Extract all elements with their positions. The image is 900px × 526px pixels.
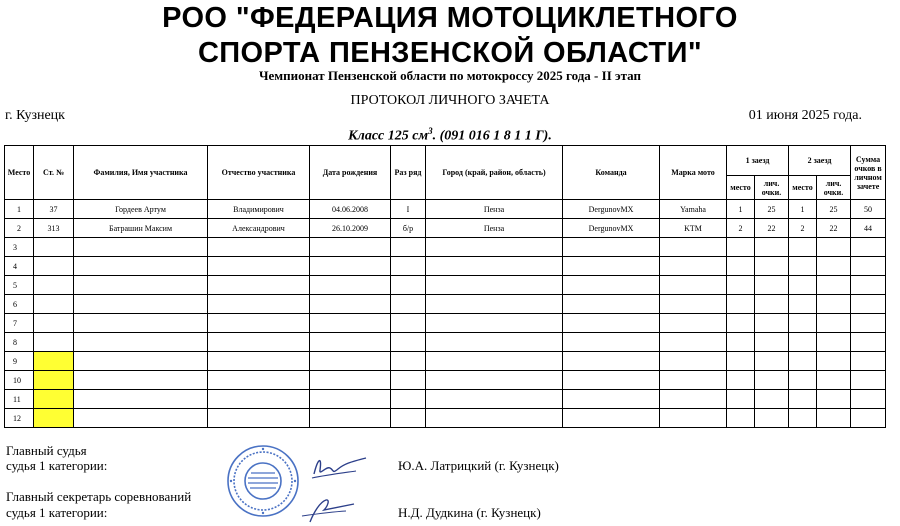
cell-rank (391, 352, 426, 371)
cell-birth-date (310, 257, 391, 276)
cell-name (74, 409, 208, 428)
cell-city (426, 333, 563, 352)
cell-team (563, 257, 660, 276)
championship-title: Чемпионат Пензенской области по мотокроссу 2025 года - II этап (258, 68, 641, 83)
cell-start-no (34, 276, 74, 295)
cell-rank (391, 333, 426, 352)
cell-race1-place (727, 314, 755, 333)
cell-total: 44 (851, 219, 886, 238)
cell-team (563, 333, 660, 352)
cell-race2-place (789, 314, 817, 333)
table-row (5, 333, 886, 352)
cell-name (74, 352, 208, 371)
cell-race1-place (727, 238, 755, 257)
cell-rank: I (391, 200, 426, 219)
cell-team (563, 295, 660, 314)
cell-rank (391, 238, 426, 257)
cell-race2-place (789, 352, 817, 371)
cell-moto (660, 238, 727, 257)
cell-race2-points (817, 276, 851, 295)
cell-patronymic (208, 333, 310, 352)
cell-city (426, 409, 563, 428)
cell-moto (660, 314, 727, 333)
cell-race1-points: 25 (755, 200, 789, 219)
cell-total (851, 371, 886, 390)
cell-name: Батрашин Максим (74, 219, 208, 238)
cell-birth-date (310, 409, 391, 428)
cell-birth-date (310, 276, 391, 295)
header-total: Сумма очков в личном зачете (851, 146, 886, 200)
table-row (5, 409, 886, 428)
cell-city: Пенза (426, 219, 563, 238)
results-table (4, 145, 886, 428)
class-prefix: Класс 125 см (348, 128, 429, 144)
cell-city (426, 295, 563, 314)
judge-category: судья 1 категории: (6, 458, 108, 473)
cell-start-no (34, 390, 74, 409)
cell-start-no (34, 352, 74, 371)
cell-moto (660, 352, 727, 371)
cell-moto (660, 390, 727, 409)
cell-patronymic (208, 257, 310, 276)
cell-birth-date (310, 333, 391, 352)
cell-race1-place (727, 333, 755, 352)
cell-total (851, 295, 886, 314)
cell-total (851, 257, 886, 276)
cell-start-no (34, 314, 74, 333)
judge-title: Главный судья (6, 443, 87, 458)
cell-patronymic (208, 295, 310, 314)
cell-race2-place: 1 (789, 200, 817, 219)
cell-rank (391, 371, 426, 390)
cell-rank (391, 314, 426, 333)
header-race1: 1 заезд (727, 146, 789, 176)
cell-birth-date (310, 390, 391, 409)
cell-city (426, 276, 563, 295)
cell-race2-points (817, 238, 851, 257)
table-row (5, 200, 886, 219)
class-title (0, 126, 900, 145)
cell-race2-points (817, 371, 851, 390)
table-row (5, 238, 886, 257)
cell-rank (391, 276, 426, 295)
cell-name (74, 295, 208, 314)
cell-race2-place (789, 333, 817, 352)
cell-race1-place (727, 409, 755, 428)
cell-race2-place (789, 257, 817, 276)
cell-moto (660, 333, 727, 352)
cell-place: 4 (5, 257, 34, 276)
cell-race2-points (817, 295, 851, 314)
cell-race2-place (789, 390, 817, 409)
event-date: 01 июня 2025 года. (748, 108, 862, 123)
cell-rank (391, 409, 426, 428)
cell-city (426, 314, 563, 333)
cell-team: DergunovMX (563, 219, 660, 238)
table-row (5, 352, 886, 371)
cell-race2-place: 2 (789, 219, 817, 238)
secretary-title: Главный секретарь соревнований (6, 489, 192, 504)
cell-race1-points (755, 390, 789, 409)
cell-patronymic (208, 409, 310, 428)
cell-start-no (34, 409, 74, 428)
cell-birth-date: 04.06.2008 (310, 200, 391, 219)
cell-race1-points (755, 314, 789, 333)
cell-moto (660, 295, 727, 314)
cell-total (851, 314, 886, 333)
cell-moto: Yamaha (660, 200, 727, 219)
cell-place: 11 (5, 390, 34, 409)
cell-race2-place (789, 295, 817, 314)
header-name: Фамилия, Имя участника (74, 146, 208, 200)
cell-place: 6 (5, 295, 34, 314)
cell-team (563, 314, 660, 333)
cell-patronymic: Владимирович (208, 200, 310, 219)
cell-patronymic (208, 276, 310, 295)
cell-rank: б/р (391, 219, 426, 238)
table-row (5, 390, 886, 409)
cell-race2-points (817, 409, 851, 428)
cell-start-no: 313 (34, 219, 74, 238)
cell-place: 1 (5, 200, 34, 219)
cell-birth-date (310, 295, 391, 314)
cell-start-no (34, 371, 74, 390)
cell-race1-place: 2 (727, 219, 755, 238)
class-suffix: . (091 016 1 8 1 1 Г). (432, 128, 552, 144)
cell-start-no (34, 257, 74, 276)
cell-race1-place (727, 276, 755, 295)
round-seal-stamp-icon (226, 444, 300, 518)
header-team: Команда (563, 146, 660, 200)
cell-race1-points (755, 352, 789, 371)
cell-patronymic (208, 352, 310, 371)
cell-name (74, 390, 208, 409)
cell-patronymic (208, 314, 310, 333)
cell-moto (660, 371, 727, 390)
handwritten-signature-1-icon (308, 452, 370, 482)
table-row (5, 276, 886, 295)
cell-team: DergunovMX (563, 200, 660, 219)
cell-total (851, 333, 886, 352)
header-race2: 2 заезд (789, 146, 851, 176)
secretary-category: судья 1 категории: (6, 505, 108, 520)
cell-race1-place (727, 352, 755, 371)
cell-race1-place (727, 295, 755, 314)
cell-city (426, 390, 563, 409)
cell-name (74, 314, 208, 333)
cell-rank (391, 257, 426, 276)
cell-moto (660, 409, 727, 428)
header-city: Город (край, район, область) (426, 146, 563, 200)
cell-patronymic (208, 390, 310, 409)
header-race1-points: лич. очки. (755, 176, 789, 200)
protocol-title: ПРОТОКОЛ ЛИЧНОГО ЗАЧЕТА (350, 93, 550, 108)
cell-race1-points (755, 276, 789, 295)
cell-total (851, 352, 886, 371)
cell-race2-points (817, 333, 851, 352)
header-race2-points: лич. очки. (817, 176, 851, 200)
cell-total (851, 390, 886, 409)
cell-place: 5 (5, 276, 34, 295)
header-race2-place: место (789, 176, 817, 200)
cell-race2-points: 25 (817, 200, 851, 219)
cell-place: 9 (5, 352, 34, 371)
cell-race1-place (727, 371, 755, 390)
cell-race1-points (755, 333, 789, 352)
cell-place: 12 (5, 409, 34, 428)
header-race1-place: место (727, 176, 755, 200)
cell-place: 7 (5, 314, 34, 333)
cell-race2-place (789, 276, 817, 295)
header-start-no: Ст. № (34, 146, 74, 200)
cell-race1-points (755, 238, 789, 257)
org-title-line1: РОО "ФЕДЕРАЦИЯ МОТОЦИКЛЕТНОГО (162, 2, 738, 34)
cell-team (563, 352, 660, 371)
cell-city (426, 352, 563, 371)
cell-team (563, 390, 660, 409)
cell-total (851, 238, 886, 257)
cell-city (426, 371, 563, 390)
secretary-name: Н.Д. Дудкина (г. Кузнецк) (398, 505, 541, 520)
cell-birth-date: 26.10.2009 (310, 219, 391, 238)
cell-birth-date (310, 238, 391, 257)
header-moto: Марка мото (660, 146, 727, 200)
cell-city (426, 257, 563, 276)
cell-team (563, 276, 660, 295)
cell-birth-date (310, 352, 391, 371)
cell-place: 3 (5, 238, 34, 257)
cell-rank (391, 295, 426, 314)
cell-race2-points (817, 390, 851, 409)
cell-total (851, 409, 886, 428)
cell-place: 2 (5, 219, 34, 238)
table-row (5, 295, 886, 314)
header-birth-date: Дата рождения (310, 146, 391, 200)
table-row (5, 219, 886, 238)
cell-birth-date (310, 314, 391, 333)
cell-race2-points (817, 352, 851, 371)
cell-start-no: 37 (34, 200, 74, 219)
cell-birth-date (310, 371, 391, 390)
cell-name (74, 333, 208, 352)
cell-start-no (34, 333, 74, 352)
cell-name (74, 238, 208, 257)
cell-race1-place: 1 (727, 200, 755, 219)
cell-race1-points (755, 371, 789, 390)
header-place: Место (5, 146, 34, 200)
judge-name: Ю.А. Латрицкий (г. Кузнецк) (398, 458, 559, 473)
handwritten-signature-2-icon (300, 494, 358, 526)
cell-race2-place (789, 238, 817, 257)
cell-place: 8 (5, 333, 34, 352)
cell-patronymic (208, 238, 310, 257)
cell-total (851, 276, 886, 295)
cell-patronymic: Александрович (208, 219, 310, 238)
cell-city (426, 238, 563, 257)
table-row (5, 314, 886, 333)
cell-race2-place (789, 371, 817, 390)
cell-team (563, 371, 660, 390)
cell-race2-place (789, 409, 817, 428)
cell-name (74, 257, 208, 276)
cell-city: Пенза (426, 200, 563, 219)
cell-race1-points (755, 295, 789, 314)
cell-total: 50 (851, 200, 886, 219)
event-city: г. Кузнецк (5, 108, 65, 123)
cell-team (563, 409, 660, 428)
class-sup: 3 (428, 126, 433, 136)
header-rank: Раз ряд (391, 146, 426, 200)
cell-team (563, 238, 660, 257)
cell-race1-place (727, 390, 755, 409)
cell-start-no (34, 295, 74, 314)
cell-name (74, 276, 208, 295)
header-patronymic: Отчество участника (208, 146, 310, 200)
cell-rank (391, 390, 426, 409)
cell-race1-place (727, 257, 755, 276)
org-title-line2: СПОРТА ПЕНЗЕНСКОЙ ОБЛАСТИ" (197, 37, 703, 69)
cell-race2-points (817, 257, 851, 276)
cell-place: 10 (5, 371, 34, 390)
cell-start-no (34, 238, 74, 257)
cell-patronymic (208, 371, 310, 390)
cell-moto (660, 276, 727, 295)
cell-race1-points (755, 409, 789, 428)
cell-race2-points: 22 (817, 219, 851, 238)
cell-name (74, 371, 208, 390)
cell-moto: KTM (660, 219, 727, 238)
cell-race2-points (817, 314, 851, 333)
cell-name: Гордеев Артум (74, 200, 208, 219)
cell-moto (660, 257, 727, 276)
cell-race1-points (755, 257, 789, 276)
cell-race1-points: 22 (755, 219, 789, 238)
table-row (5, 257, 886, 276)
table-row (5, 371, 886, 390)
